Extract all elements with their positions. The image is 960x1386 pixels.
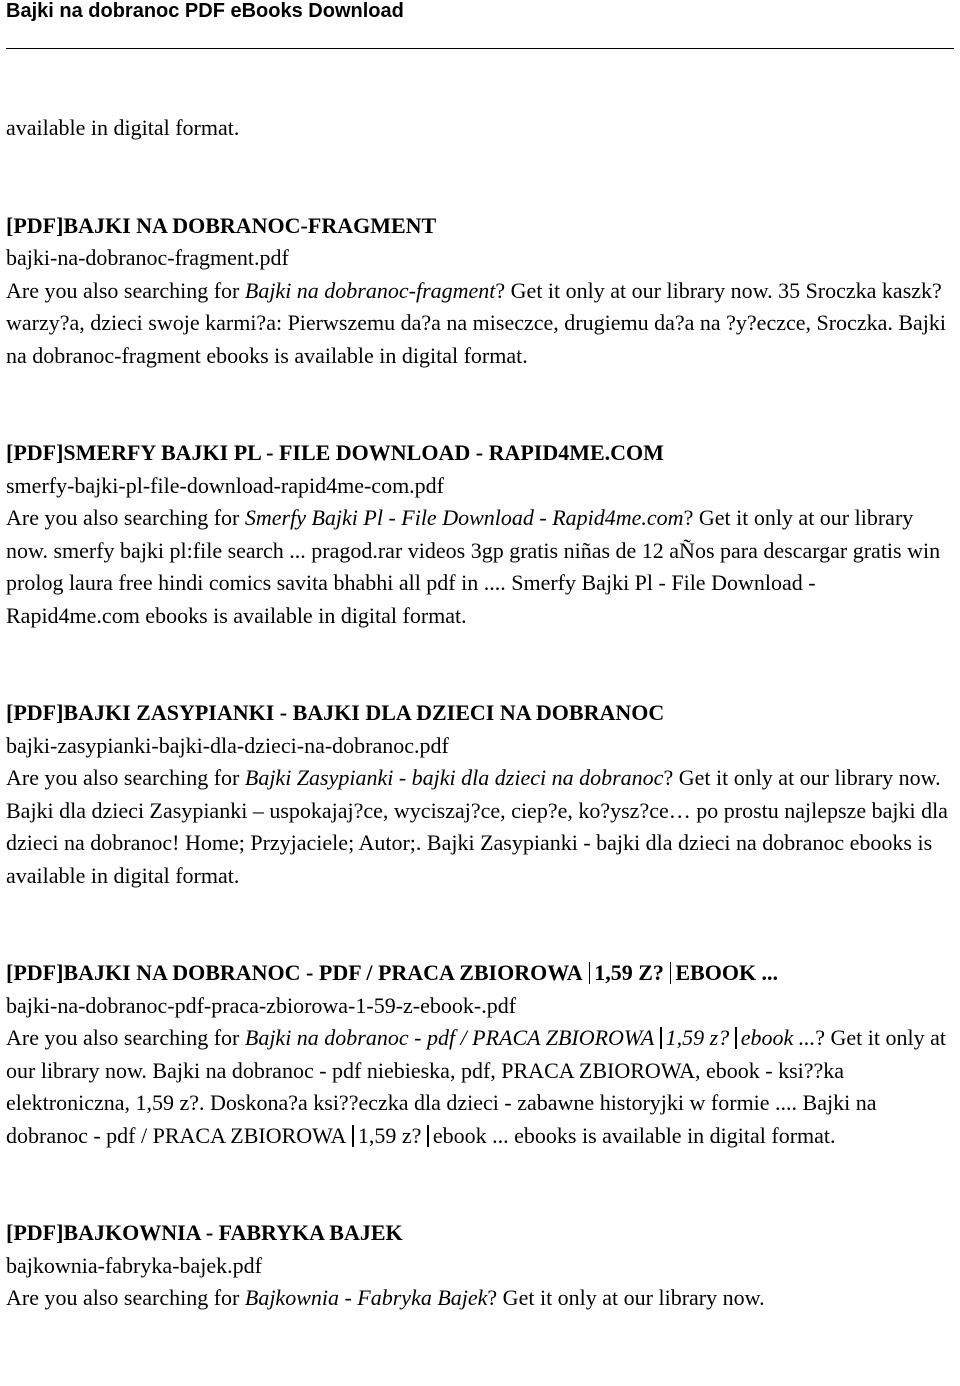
ebook-entry — [6, 437, 954, 632]
entry-description: Are you also searching for Bajkownia - Fabryka Bajek? Get it only at our library now. — [6, 1285, 765, 1310]
separator-bar — [352, 1125, 354, 1147]
book-title: Smerfy Bajki Pl - File Download - Rapid4me.com — [244, 505, 684, 530]
intro-tail: available in digital format. — [6, 115, 240, 140]
entry-description: Are you also searching for Bajki na dobranoc-fragment? Get it only at our library now. 35 Sroczka kaszk? warzy?a, dzieci swoje karmi?a: Pierwszemu da?a na miseczce, drugiemu da?a na ?y?eczce, Sroczka. Bajki na dobranoc-fragment ebooks is available in digital format. — [6, 277, 947, 368]
book-title: Bajkownia - Fabryka Bajek — [244, 1285, 488, 1310]
entry-title[interactable]: [PDF]BAJKI NA DOBRANOC - PDF / PRACA ZBIOROWA 1,59 Z? EBOOK ... — [6, 960, 779, 985]
ebook-entry — [6, 957, 954, 1152]
entry-title[interactable]: [PDF]BAJKOWNIA - FABRYKA BAJEK — [6, 1220, 403, 1245]
entry-filename: bajki-zasypianki-bajki-dla-dzieci-na-dobranoc.pdf — [6, 732, 449, 758]
entry-filename: bajki-na-dobranoc-fragment.pdf — [6, 245, 289, 270]
book-title: Bajki Zasypianki - bajki dla dzieci na dobranoc — [244, 765, 664, 790]
separator-bar — [660, 1027, 662, 1049]
ebook-entry — [6, 1217, 954, 1315]
entry-description: Are you also searching for Smerfy Bajki Pl - File Download - Rapid4me.com? Get it only at our library now. smerfy bajki pl:file search ... pragod.rar videos 3gp gratis niñas de 12 aÑos para descargar gratis win prolog laura free hindi comics savita bhabhi all pdf in .... Smerfy Bajki Pl - File Download - Rapid4me.com ebooks is available in digital format. — [6, 505, 941, 628]
entry-filename: bajki-na-dobranoc-pdf-praca-zbiorowa-1-59-z-ebook-.pdf — [6, 992, 517, 1018]
separator-bar — [735, 1027, 737, 1049]
page-header — [6, 0, 954, 49]
book-title: Bajki na dobranoc - pdf / PRACA ZBIOROWA 1,59 z? ebook ... — [244, 1025, 816, 1050]
entry-title[interactable]: [PDF]BAJKI ZASYPIANKI - BAJKI DLA DZIECI NA DOBRANOC — [6, 700, 665, 725]
book-title: Bajki na dobranoc-fragment — [244, 277, 496, 303]
separator-bar — [427, 1125, 429, 1147]
separator-bar — [670, 962, 672, 984]
entry-description: Are you also searching for Bajki na dobranoc - pdf / PRACA ZBIOROWA 1,59 z? ebook ...? Get it only at our library now. Bajki na dobranoc - pdf niebieska, pdf, PRACA ZBIOROWA, ebook - ksi??ka elektroniczna, 1,59 z?. Doskona?a ksi??eczka dla dzieci - zabawne historyjki w formie .... Bajki na dobranoc - pdf / PRACA ZBIOROWA 1,59 z? ebook ... ebooks is available in digital format. — [6, 1025, 946, 1148]
entry-filename: smerfy-bajki-pl-file-download-rapid4me-com.pdf — [6, 472, 445, 498]
entry-description: Are you also searching for Bajki Zasypianki - bajki dla dzieci na dobranoc? Get it only at our library now. Bajki dla dzieci Zasypianki – uspokajaj?ce, wyciszaj?ce, ciep?e, ko?ysz?ce… po prostu najlepsze bajki dla dzieci na dobranoc! Home; Przyjaciele; Autor;. Bajki Zasypianki - bajki dla dzieci na dobranoc ebooks is available in digital format. — [6, 765, 948, 888]
separator-bar — [589, 962, 591, 984]
entry-title[interactable]: [PDF]SMERFY BAJKI PL - FILE DOWNLOAD - RAPID4ME.COM — [6, 440, 664, 465]
ebook-entry — [6, 210, 954, 373]
document-body — [6, 112, 954, 1315]
entry-filename: bajkownia-fabryka-bajek.pdf — [6, 1252, 262, 1278]
entry-title[interactable]: [PDF]BAJKI NA DOBRANOC-FRAGMENT — [6, 212, 437, 238]
page-title: Bajki na dobranoc PDF eBooks Download — [6, 0, 404, 22]
ebook-entry — [6, 697, 954, 892]
